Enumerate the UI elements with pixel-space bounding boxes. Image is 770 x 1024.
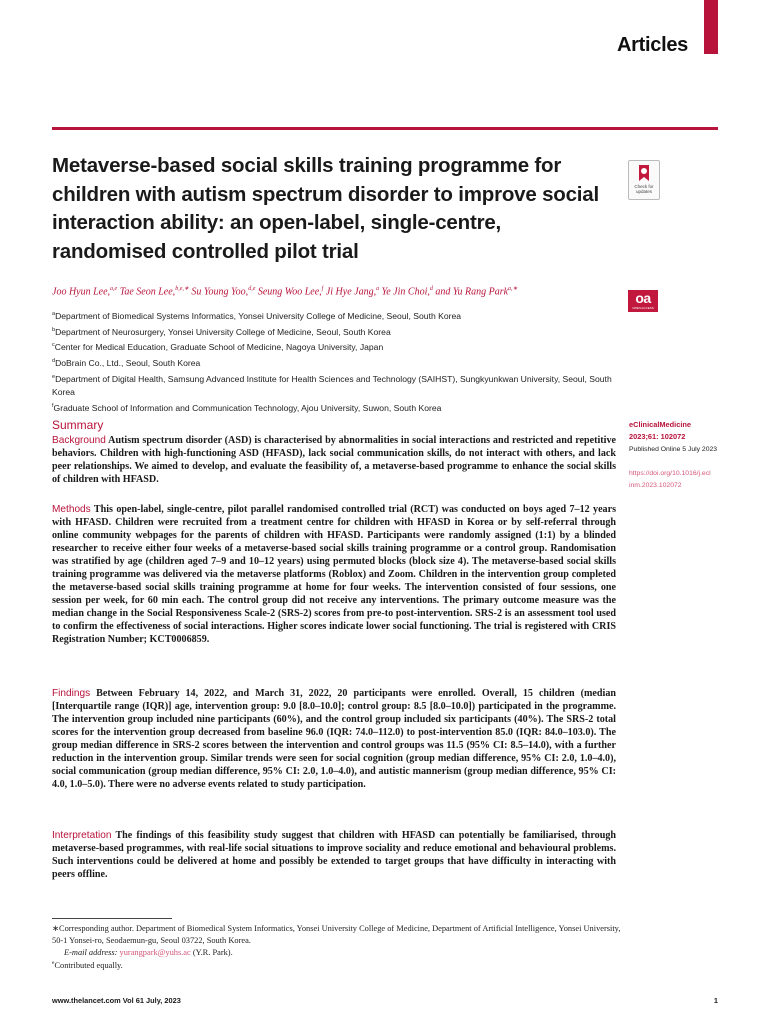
section-label: Articles (617, 34, 688, 56)
affiliation-item: $^a$Department of Biomedical Systems Informatics, Yonsei University College of Medicine, Seoul, South Korea (52, 310, 462, 321)
check-for-updates-badge[interactable] (628, 160, 660, 200)
journal-name: eClinicalMedicine (629, 420, 692, 429)
bookmark-icon (636, 164, 652, 182)
journal-citation (629, 419, 721, 442)
author-sup: d (429, 286, 433, 292)
abstract-background (52, 434, 616, 486)
author-name[interactable]: and Yu Rang Park (435, 286, 509, 298)
author-sup: d,e (248, 286, 256, 292)
author-name[interactable]: Tae Seon Lee, (119, 286, 176, 298)
affiliation-item: $^d$DoBrain Co., Ltd., Seoul, South Korea (52, 357, 201, 368)
footer-journal-url[interactable]: www.thelancet.com Vol 61 July, 2023 (52, 996, 181, 1005)
footnote-rule (52, 918, 172, 919)
author-sup: a,∗ (508, 286, 518, 292)
author-sup: f (321, 286, 324, 292)
doi-link[interactable]: https://doi.org/10.1016/j.eclinm.2023.102072 (629, 470, 711, 489)
author-name[interactable]: Ji Hye Jang, (325, 286, 377, 298)
author-sup: a,e (110, 286, 118, 292)
summary-heading: Summary (52, 418, 104, 432)
author-sup: a (376, 286, 380, 292)
findings-text: Between February 14, 2022, and March 31, 2022, 20 participants were enrolled. Overall, 15 children (median [Interquartile range (IQR)] age, intervention group: 9.0 [8.0–10.0]; control group: 8.5 [8.0–10.0]) participated in the programme. The intervention group included nine participants (60%), and the control group included six participants (40%). The SRS-2 total scores for the intervention group decreased from baseline 96.0 (IQR: 74.0–112.0) to post-intervention 85.0 (IQR: 84.0–103.0). The group median difference in SRS-2 scores between the intervention and control groups was 11.5 (95% CI: 8.5–14.0), with a further reduction in the intervention group. Similar trends were seen for social cognition (group median difference, 95% CI: 2.0, 1.0–4.0), social communication (group median difference, 95% CI: 2.0, 1.0–4.0), and autistic mannerism (group median difference, 95% CI: 4.0, 1.0–5.0). There were no adverse events related to study participation. (52, 688, 616, 791)
author-name[interactable]: Seung Woo Lee, (257, 286, 322, 298)
open-access-sub: OPEN ACCESS (632, 306, 654, 310)
published-date: Published Online 5 July 2023 (629, 446, 718, 453)
affiliation-item: $^e$Department of Digital Health, Samsung Advanced Institute for Health Sciences and Technology (SAIHST), Sungkyunkwan University, Seoul, South Korea (52, 373, 612, 398)
findings-lead: Findings (52, 688, 91, 699)
email-link[interactable]: yurangpark@yuhs.ac (119, 947, 191, 957)
open-access-badge[interactable] (628, 290, 658, 312)
author-sup: b,e,∗ (175, 286, 189, 292)
author-name[interactable]: Joo Hyun Lee, (52, 286, 111, 298)
affiliations (52, 308, 622, 416)
author-name[interactable]: Su Young Yoo, (191, 286, 249, 298)
check-for-updates-label: Check for updates (634, 184, 654, 194)
abstract-interpretation (52, 829, 616, 881)
author-list (52, 282, 622, 299)
journal-volume: 2023;61: 102072 (629, 431, 686, 441)
methods-lead: Methods (52, 504, 91, 515)
header-rule (52, 127, 718, 130)
contributed-note: $^e$Contributed equally. (52, 960, 123, 971)
abstract-findings (52, 687, 616, 791)
email-line: E-mail address: yurangpark@yuhs.ac (Y.R. Park). (64, 947, 233, 957)
affiliation-item: $^f$Graduate School of Information and Communication Technology, Ajou University, Suwon, South Korea (52, 402, 442, 413)
open-access-logo: oa (635, 290, 651, 306)
page-number: 1 (713, 996, 718, 1005)
affiliation-item: $^b$Department of Neurosurgery, Yonsei University College of Medicine, Seoul, South Korea (52, 326, 391, 337)
header-accent-bar (704, 0, 718, 54)
interpretation-text: The findings of this feasibility study suggest that children with HFASD can potentially be familiarised, through metaverse-based programmes, with real-life social situations to improve sociality and reduce emotional and behavioural problems. Such interventions could be delivered at home and possibly be extended to target groups that have difficulty in interacting with peers offline. (52, 830, 616, 881)
abstract-methods (52, 503, 616, 647)
footnotes (52, 923, 622, 972)
article-title: Metaverse-based social skills training programme for children with autism spectrum disorder to improve social interaction ability: an open-label, single-centre, randomised controlled pilot trial (52, 154, 599, 263)
background-lead: Background (52, 435, 106, 446)
affiliation-item: $^c$Center for Medical Education, Graduate School of Medicine, Nagoya University, Japan (52, 342, 384, 353)
corresponding-author-note: ∗Corresponding author. Department of Biomedical System Informatics, Yonsei University College of Medicine, Department of Artificial Intelligence, Yonsei University, 50-1 Yonsei-ro, Seodaemun-gu, Seoul 03722, South Korea. (52, 924, 621, 945)
author-name[interactable]: Ye Jin Choi, (381, 286, 430, 298)
background-text: Autism spectrum disorder (ASD) is characterised by abnormalities in social interactions and restricted and repetitive behaviors. Children with high-functioning ASD (HFASD), lack social communication skills, do not interact with others, and lack peer relationships. We aimed to develop, and evaluate the feasibility of, a metaverse-based programme to enhance the social skills of children with HFASD. (52, 435, 616, 486)
interpretation-lead: Interpretation (52, 830, 112, 841)
methods-text: This open-label, single-centre, pilot parallel randomised controlled trial (RCT) was conducted on boys aged 7–12 years with HFASD. Children were recruited from a treatment centre for children with HFASD in Korea or by self-referral through online community webpages for the parents of children with HFASD. Participants were randomly assigned (1:1) by a blinded researcher to receive either four weeks of a metaverse-based social skills training programme or a control group. Randomisation was stratified by age (children aged 7–9 and 10–12 years) using permuted blocks (block size 4). The metaverse-based social skills training programme was delivered via the metaverse platforms (Roblox) and Zoom. Children in the intervention group completed the metaverse-based social skills training programme at home for four weeks. The intervention consisted of four sessions, one session per week, for 60 min each. The control group did not receive any interventions. The primary outcome measure was the median change in the Social Responsiveness Scale-2 (SRS-2) scores from pre-to post-intervention. SRS-2 is an assessment tool used to confirm the effectiveness of social interactions. Higher scores indicate lower social functioning. The trial is registered with CRIS Registration Number; KCT0006859. (52, 504, 617, 646)
